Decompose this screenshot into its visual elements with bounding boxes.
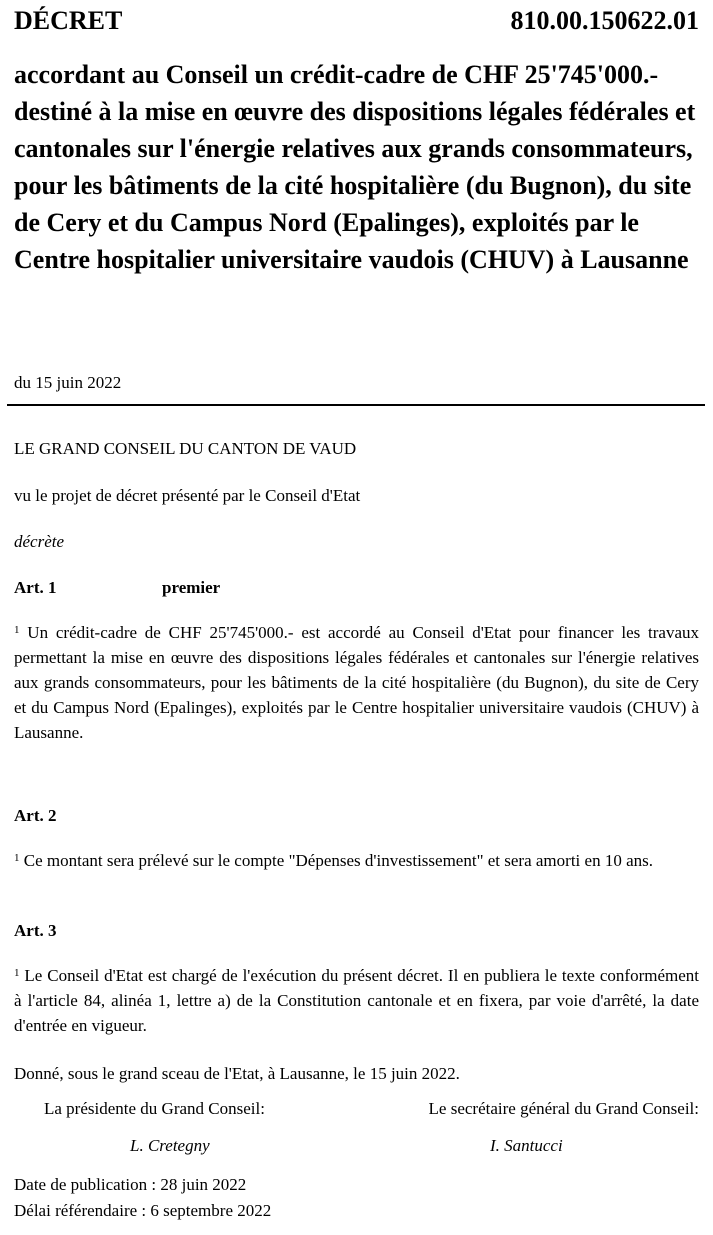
authority-line: LE GRAND CONSEIL DU CANTON DE VAUD — [14, 439, 357, 458]
article-3-paragraph — [14, 963, 699, 1038]
article-2-marker: 1 — [14, 852, 20, 864]
horizontal-divider — [7, 404, 705, 406]
document-type: DÉCRET — [14, 6, 123, 35]
article-3-text: Le Conseil d'Etat est chargé de l'exécution du présent décret. Il en publiera le texte conformément à l'article 84, alinéa 1, lettre a) de la Constitution cantonale et en fixera, par voie d'arrêté, la date d'entrée en vigueur. — [14, 966, 699, 1035]
article-1-label: Art. 1 — [14, 578, 57, 597]
article-3-label: Art. 3 — [14, 921, 57, 940]
referendum-deadline: Délai référendaire : 6 septembre 2022 — [14, 1201, 272, 1220]
article-1-extra: premier — [162, 578, 221, 597]
decree-date: du 15 juin 2022 — [14, 373, 122, 392]
right-signatory-title: Le secrétaire général du Grand Conseil: — [428, 1099, 699, 1118]
right-signatory-name: I. Santucci — [490, 1136, 563, 1155]
given-statement: Donné, sous le grand sceau de l'Etat, à Lausanne, le 15 juin 2022. — [14, 1064, 460, 1083]
publication-date: Date de publication : 28 juin 2022 — [14, 1175, 247, 1194]
article-2-paragraph — [14, 848, 699, 873]
considering-line: vu le projet de décret présenté par le Conseil d'Etat — [14, 486, 361, 505]
article-3-marker: 1 — [14, 967, 20, 979]
left-signatory-name: L. Cretegny — [130, 1136, 210, 1155]
document-number: 810.00.150622.01 — [510, 6, 699, 35]
article-2-text: Ce montant sera prélevé sur le compte "Dépenses d'investissement" et sera amorti en 10 ans. — [23, 851, 653, 870]
article-2-label: Art. 2 — [14, 806, 57, 825]
article-1-paragraph — [14, 620, 699, 745]
left-signatory-title: La présidente du Grand Conseil: — [44, 1099, 265, 1118]
decree-title: accordant au Conseil un crédit-cadre de CHF 25'745'000.- destiné à la mise en œuvre des dispositions légales fédérales et cantonales sur l'énergie relatives aux grands consommateurs, pour les bâtiments de la cité hospitalière (du Bugnon), du site de Cery et du Campus Nord (Epalinges), exploités par le Centre hospitalier universitaire vaudois (CHUV) à Lausanne — [14, 60, 696, 274]
article-1-text: Un crédit-cadre de CHF 25'745'000.- est accordé au Conseil d'Etat pour financer les travaux permettant la mise en œuvre des dispositions légales fédérales et cantonales sur l'énergie relatives aux grands consommateurs, pour les bâtiments de la cité hospitalière (du Bugnon), du site de Cery et du Campus Nord (Epalinges), exploités par le Centre hospitalier universitaire vaudois (CHUV) à Lausanne. — [14, 623, 700, 742]
decrees-word: décrète — [14, 532, 65, 551]
article-1-marker: 1 — [14, 624, 20, 636]
